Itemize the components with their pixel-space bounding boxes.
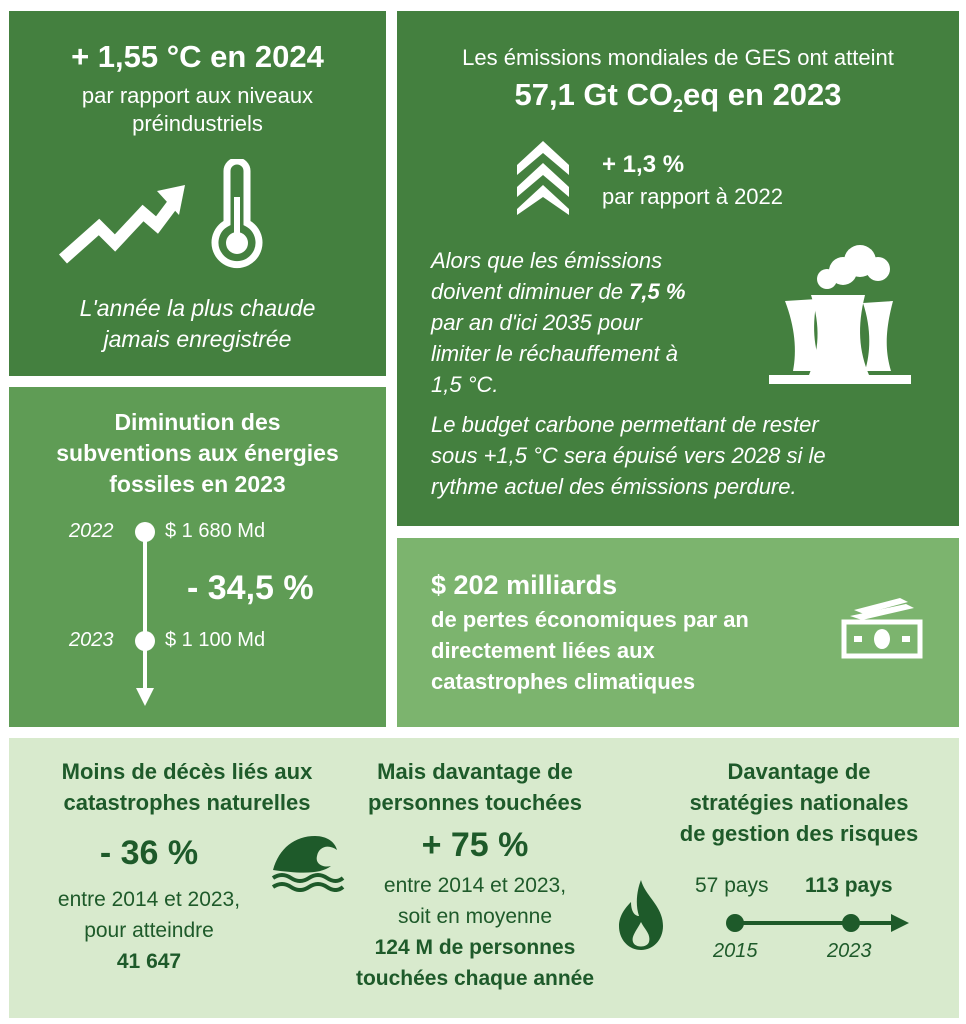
temperature-caption-2: jamais enregistrée	[103, 326, 292, 352]
emissions-headline-main: 57,1 Gt CO	[514, 77, 673, 112]
subsidies-year-2: 2023	[69, 629, 114, 651]
strategies-title-line-1: Davantage de	[727, 759, 871, 784]
strategies-title-line-3: de gestion des risques	[679, 821, 919, 846]
subsidies-change: - 34,5 %	[187, 569, 314, 607]
losses-headline: $ 202 milliards	[431, 570, 618, 600]
emissions-paragraph-2	[431, 409, 826, 502]
fire-icon	[615, 878, 667, 952]
affected-line-1: entre 2014 et 2023,	[383, 874, 567, 897]
losses-line-2: directement liées aux	[431, 638, 655, 663]
affected-title	[345, 756, 605, 818]
thermometer-icon	[207, 159, 267, 269]
affected-title-line-1: Mais davantage de	[377, 759, 573, 784]
emissions-p1-line-1: Alors que les émissions	[431, 248, 663, 273]
temperature-sub-2: préindustriels	[132, 111, 263, 136]
temperature-panel	[9, 11, 386, 376]
strategies-title	[639, 756, 959, 849]
emissions-paragraph-1	[431, 245, 685, 400]
affected-line-2: soit en moyenne	[397, 905, 553, 928]
emissions-p2-line-1: Le budget carbone permettant de rester	[431, 412, 819, 437]
affected-title-line-2: personnes touchées	[368, 790, 582, 815]
emissions-p1-line-3: par an d'ici 2035 pour	[431, 310, 642, 335]
subsidies-value-2: $ 1 100 Md	[165, 629, 266, 651]
subsidies-title-line-3: fossiles en 2023	[109, 471, 286, 497]
deaths-count: 41 647	[116, 950, 182, 973]
emissions-reduction-rate: 7,5 %	[629, 279, 686, 304]
affected-line-4: touchées chaque année	[355, 967, 595, 990]
emissions-headline-subscript: 2	[672, 96, 683, 117]
subsidies-year-1: 2022	[69, 520, 114, 542]
affected-value: + 75 %	[421, 826, 529, 864]
losses-line-1: de pertes économiques par an	[431, 607, 749, 632]
emissions-p2-line-2: sous +1,5 °C sera épuisé vers 2028 si le	[431, 443, 826, 468]
strategies-year-2: 2023	[827, 940, 872, 962]
disasters-panel	[9, 738, 959, 1018]
subsidies-title-line-1: Diminution des	[114, 409, 281, 435]
deaths-description	[9, 884, 289, 977]
strategies-timeline	[723, 910, 913, 936]
emissions-intro: Les émissions mondiales de GES ont atteint	[462, 45, 894, 70]
chevrons-up-icon	[515, 139, 571, 215]
affected-description	[325, 870, 625, 994]
strategies-count-1: 57 pays	[695, 874, 769, 897]
emissions-p1-line-5: 1,5 °C.	[431, 372, 499, 397]
subsidies-title-line-2: subventions aux énergies	[56, 440, 339, 466]
subsidies-value-1: $ 1 680 Md	[165, 520, 266, 542]
emissions-p1-line-2-text: doivent diminuer de	[431, 279, 630, 304]
strategies-year-1: 2015	[713, 940, 758, 962]
subsidies-timeline	[133, 520, 157, 710]
deaths-line-1: entre 2014 et 2023,	[57, 888, 241, 911]
subsidies-title	[9, 407, 386, 500]
emissions-panel	[397, 11, 959, 526]
affected-line-3: 124 M de personnes	[374, 936, 576, 959]
emissions-headline	[397, 77, 959, 117]
emissions-p2-line-3: rythme actuel des émissions perdure.	[431, 474, 797, 499]
deaths-title-line-2: catastrophes naturelles	[63, 790, 311, 815]
emissions-headline-end: eq en 2023	[682, 77, 842, 112]
emissions-p1-line-2	[431, 276, 685, 307]
strategies-count-2: 113 pays	[805, 874, 893, 897]
deaths-value: - 36 %	[99, 834, 199, 872]
banknotes-icon	[840, 594, 924, 660]
emissions-p1-line-4: limiter le réchauffement à	[431, 341, 678, 366]
temperature-sub-1: par rapport aux niveaux	[81, 83, 314, 108]
temperature-headline: + 1,55 °C en 2024	[71, 39, 324, 74]
factory-icon	[765, 241, 915, 386]
losses-line-3: catastrophes climatiques	[431, 669, 696, 694]
trend-up-icon	[57, 179, 187, 269]
deaths-line-2: pour atteindre	[84, 919, 214, 942]
strategies-title-line-2: stratégies nationales	[689, 790, 909, 815]
deaths-title-line-1: Moins de décès liés aux	[61, 759, 313, 784]
emissions-change-ref: par rapport à 2022	[602, 184, 784, 209]
losses-panel	[397, 538, 959, 727]
emissions-change: + 1,3 %	[602, 151, 685, 178]
temperature-caption-1: L'année la plus chaude	[79, 295, 316, 321]
subsidies-panel	[9, 387, 386, 727]
losses-description	[431, 604, 749, 697]
deaths-title	[9, 756, 365, 818]
